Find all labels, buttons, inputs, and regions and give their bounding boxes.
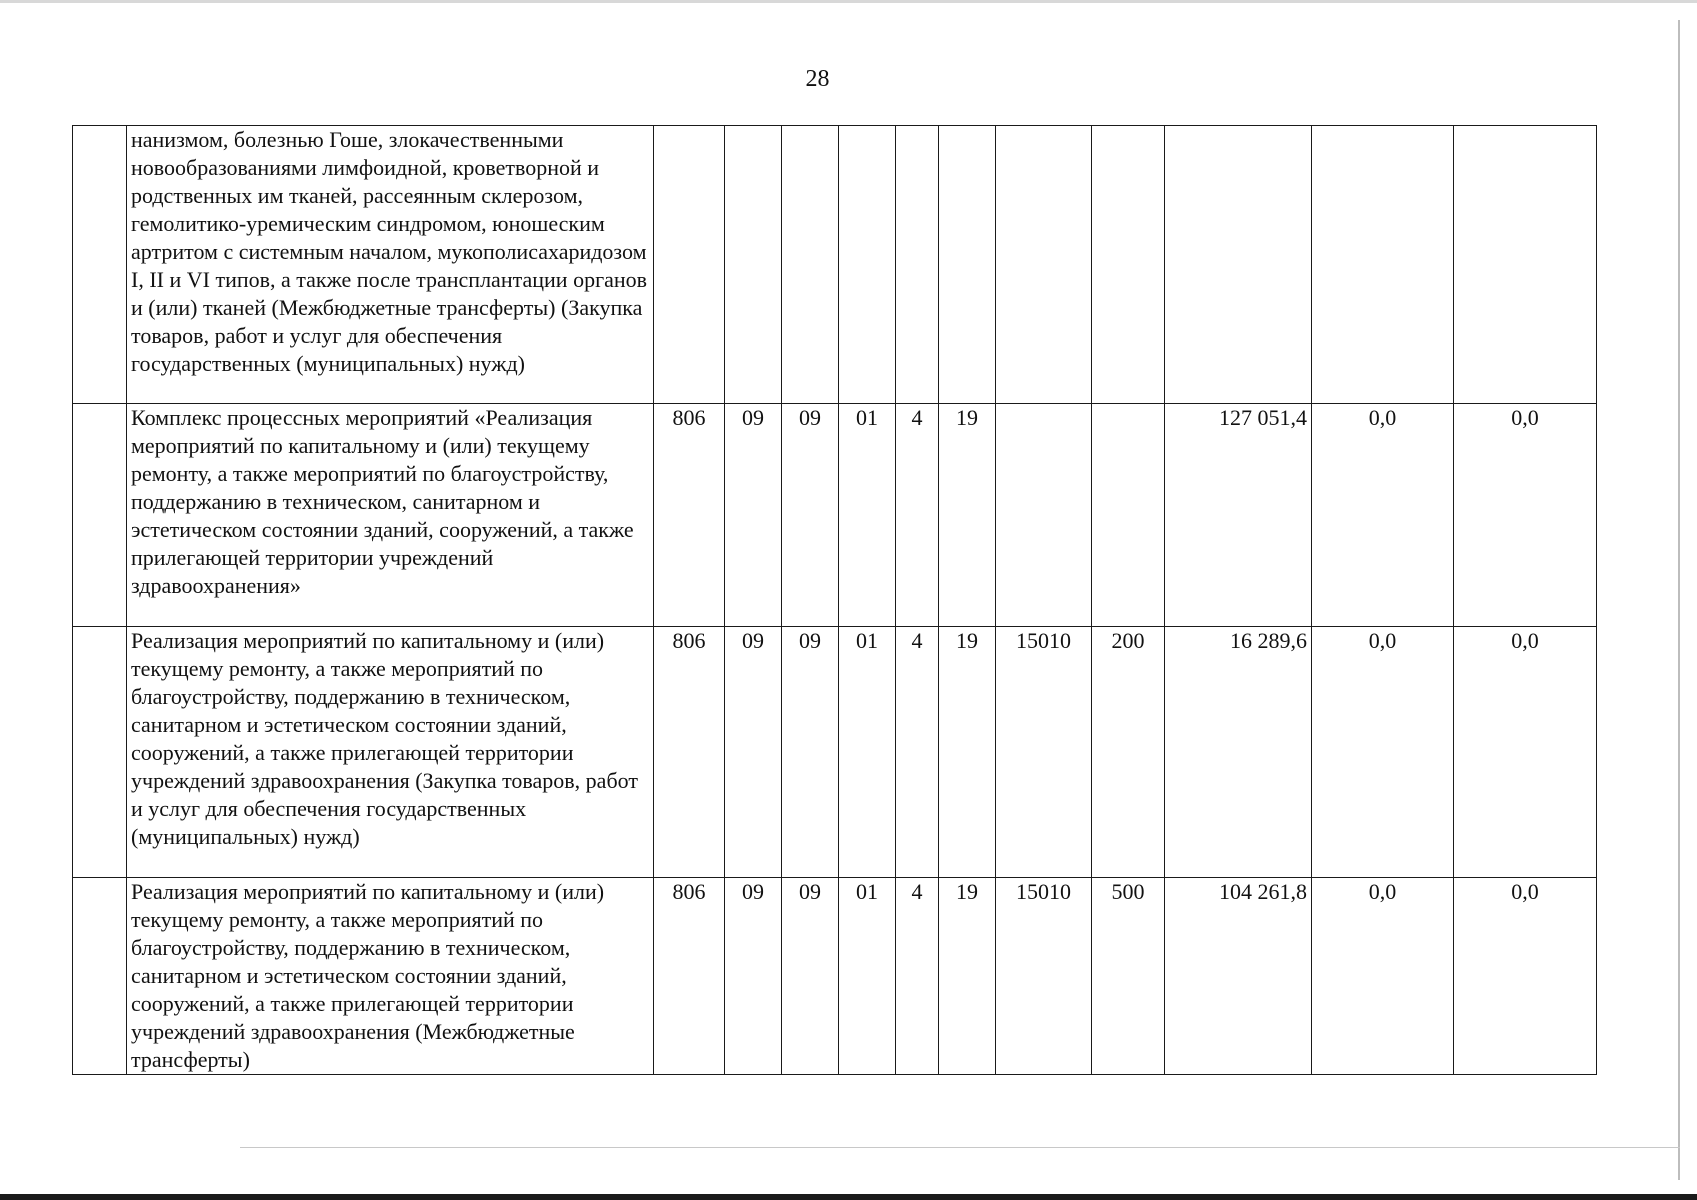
expense-type-cell: 200 [1092,627,1165,878]
direction-code-cell: 15010 [996,878,1092,1075]
complex-code-cell: 19 [939,404,996,627]
row-number-cell [73,126,127,404]
table-row [73,627,1597,878]
item-name-cell: Реализация мероприятий по капитальному и (или) текущему ремонту, а также мероприятий по благоустройству, поддержанию в техническом, санитарном и эстетическом состоянии зданий, сооружений, а также прилегающей территории учреждений здравоохранения (Закупка товаров, работ и услуг для обеспечения государственных (муниципальных) нужд) [127,627,654,878]
row-number-cell [73,404,127,627]
expense-type-cell: 500 [1092,878,1165,1075]
program-code-cell: 01 [839,878,896,1075]
row-number-cell [73,627,127,878]
program-type-cell [896,126,939,404]
page-number: 28 [805,66,830,92]
program-type-cell: 4 [896,627,939,878]
table-row [73,126,1597,404]
expense-type-cell [1092,404,1165,627]
item-name-cell: нанизмом, болезнью Гоше, злокачественными новообразованиями лимфоидной, кроветворной и родственных им тканей, рассеянным склерозом, гемолитико-уремическим синдромом, юношеским артритом с системным началом, мукополисахаридозом I, II и VI типов, а также после трансплантации органов и (или) тканей (Межбюджетные трансферты) (Закупка товаров, работ и услуг для обеспечения государственных (муниципальных) нужд) [127,126,654,404]
program-code-cell [839,126,896,404]
program-type-cell: 4 [896,404,939,627]
section-code-cell [725,126,782,404]
program-code-cell: 01 [839,627,896,878]
direction-code-cell [996,404,1092,627]
subsection-code-cell [782,126,839,404]
complex-code-cell: 19 [939,878,996,1075]
complex-code-cell [939,126,996,404]
row-number-cell [73,878,127,1075]
amount-year3-cell: 0,0 [1454,627,1597,878]
amount-year3-cell: 0,0 [1454,878,1597,1075]
amount-year1-cell: 104 261,8 [1165,878,1312,1075]
amount-year2-cell: 0,0 [1312,878,1454,1075]
direction-code-cell [996,126,1092,404]
complex-code-cell: 19 [939,627,996,878]
scan-edge-right [1678,20,1680,1180]
scan-artifact-line [240,1147,1680,1148]
ved-code-cell [654,126,725,404]
amount-year1-cell: 127 051,4 [1165,404,1312,627]
table-row [73,404,1597,627]
program-type-cell: 4 [896,878,939,1075]
amount-year3-cell: 0,0 [1454,404,1597,627]
scan-edge-bottom [0,1194,1697,1200]
item-name-cell: Комплекс процессных мероприятий «Реализация мероприятий по капитальному и (или) текущему ремонту, а также мероприятий по благоустройству, поддержанию в техническом, санитарном и эстетическом состоянии зданий, сооружений, а также прилегающей территории учреждений здравоохранения» [127,404,654,627]
subsection-code-cell: 09 [782,404,839,627]
section-code-cell: 09 [725,627,782,878]
amount-year1-cell: 16 289,6 [1165,627,1312,878]
subsection-code-cell: 09 [782,627,839,878]
item-name-cell: Реализация мероприятий по капитальному и (или) текущему ремонту, а также мероприятий по благоустройству, поддержанию в техническом, санитарном и эстетическом состоянии зданий, сооружений, а также прилегающей территории учреждений здравоохранения (Межбюджетные трансферты) [127,878,654,1075]
direction-code-cell: 15010 [996,627,1092,878]
amount-year3-cell [1454,126,1597,404]
table-row [73,878,1597,1075]
budget-table [72,125,1597,1075]
program-code-cell: 01 [839,404,896,627]
scan-edge-top [0,0,1697,3]
amount-year2-cell: 0,0 [1312,627,1454,878]
expense-type-cell [1092,126,1165,404]
ved-code-cell: 806 [654,404,725,627]
ved-code-cell: 806 [654,878,725,1075]
amount-year1-cell [1165,126,1312,404]
amount-year2-cell: 0,0 [1312,404,1454,627]
subsection-code-cell: 09 [782,878,839,1075]
amount-year2-cell [1312,126,1454,404]
section-code-cell: 09 [725,404,782,627]
ved-code-cell: 806 [654,627,725,878]
section-code-cell: 09 [725,878,782,1075]
